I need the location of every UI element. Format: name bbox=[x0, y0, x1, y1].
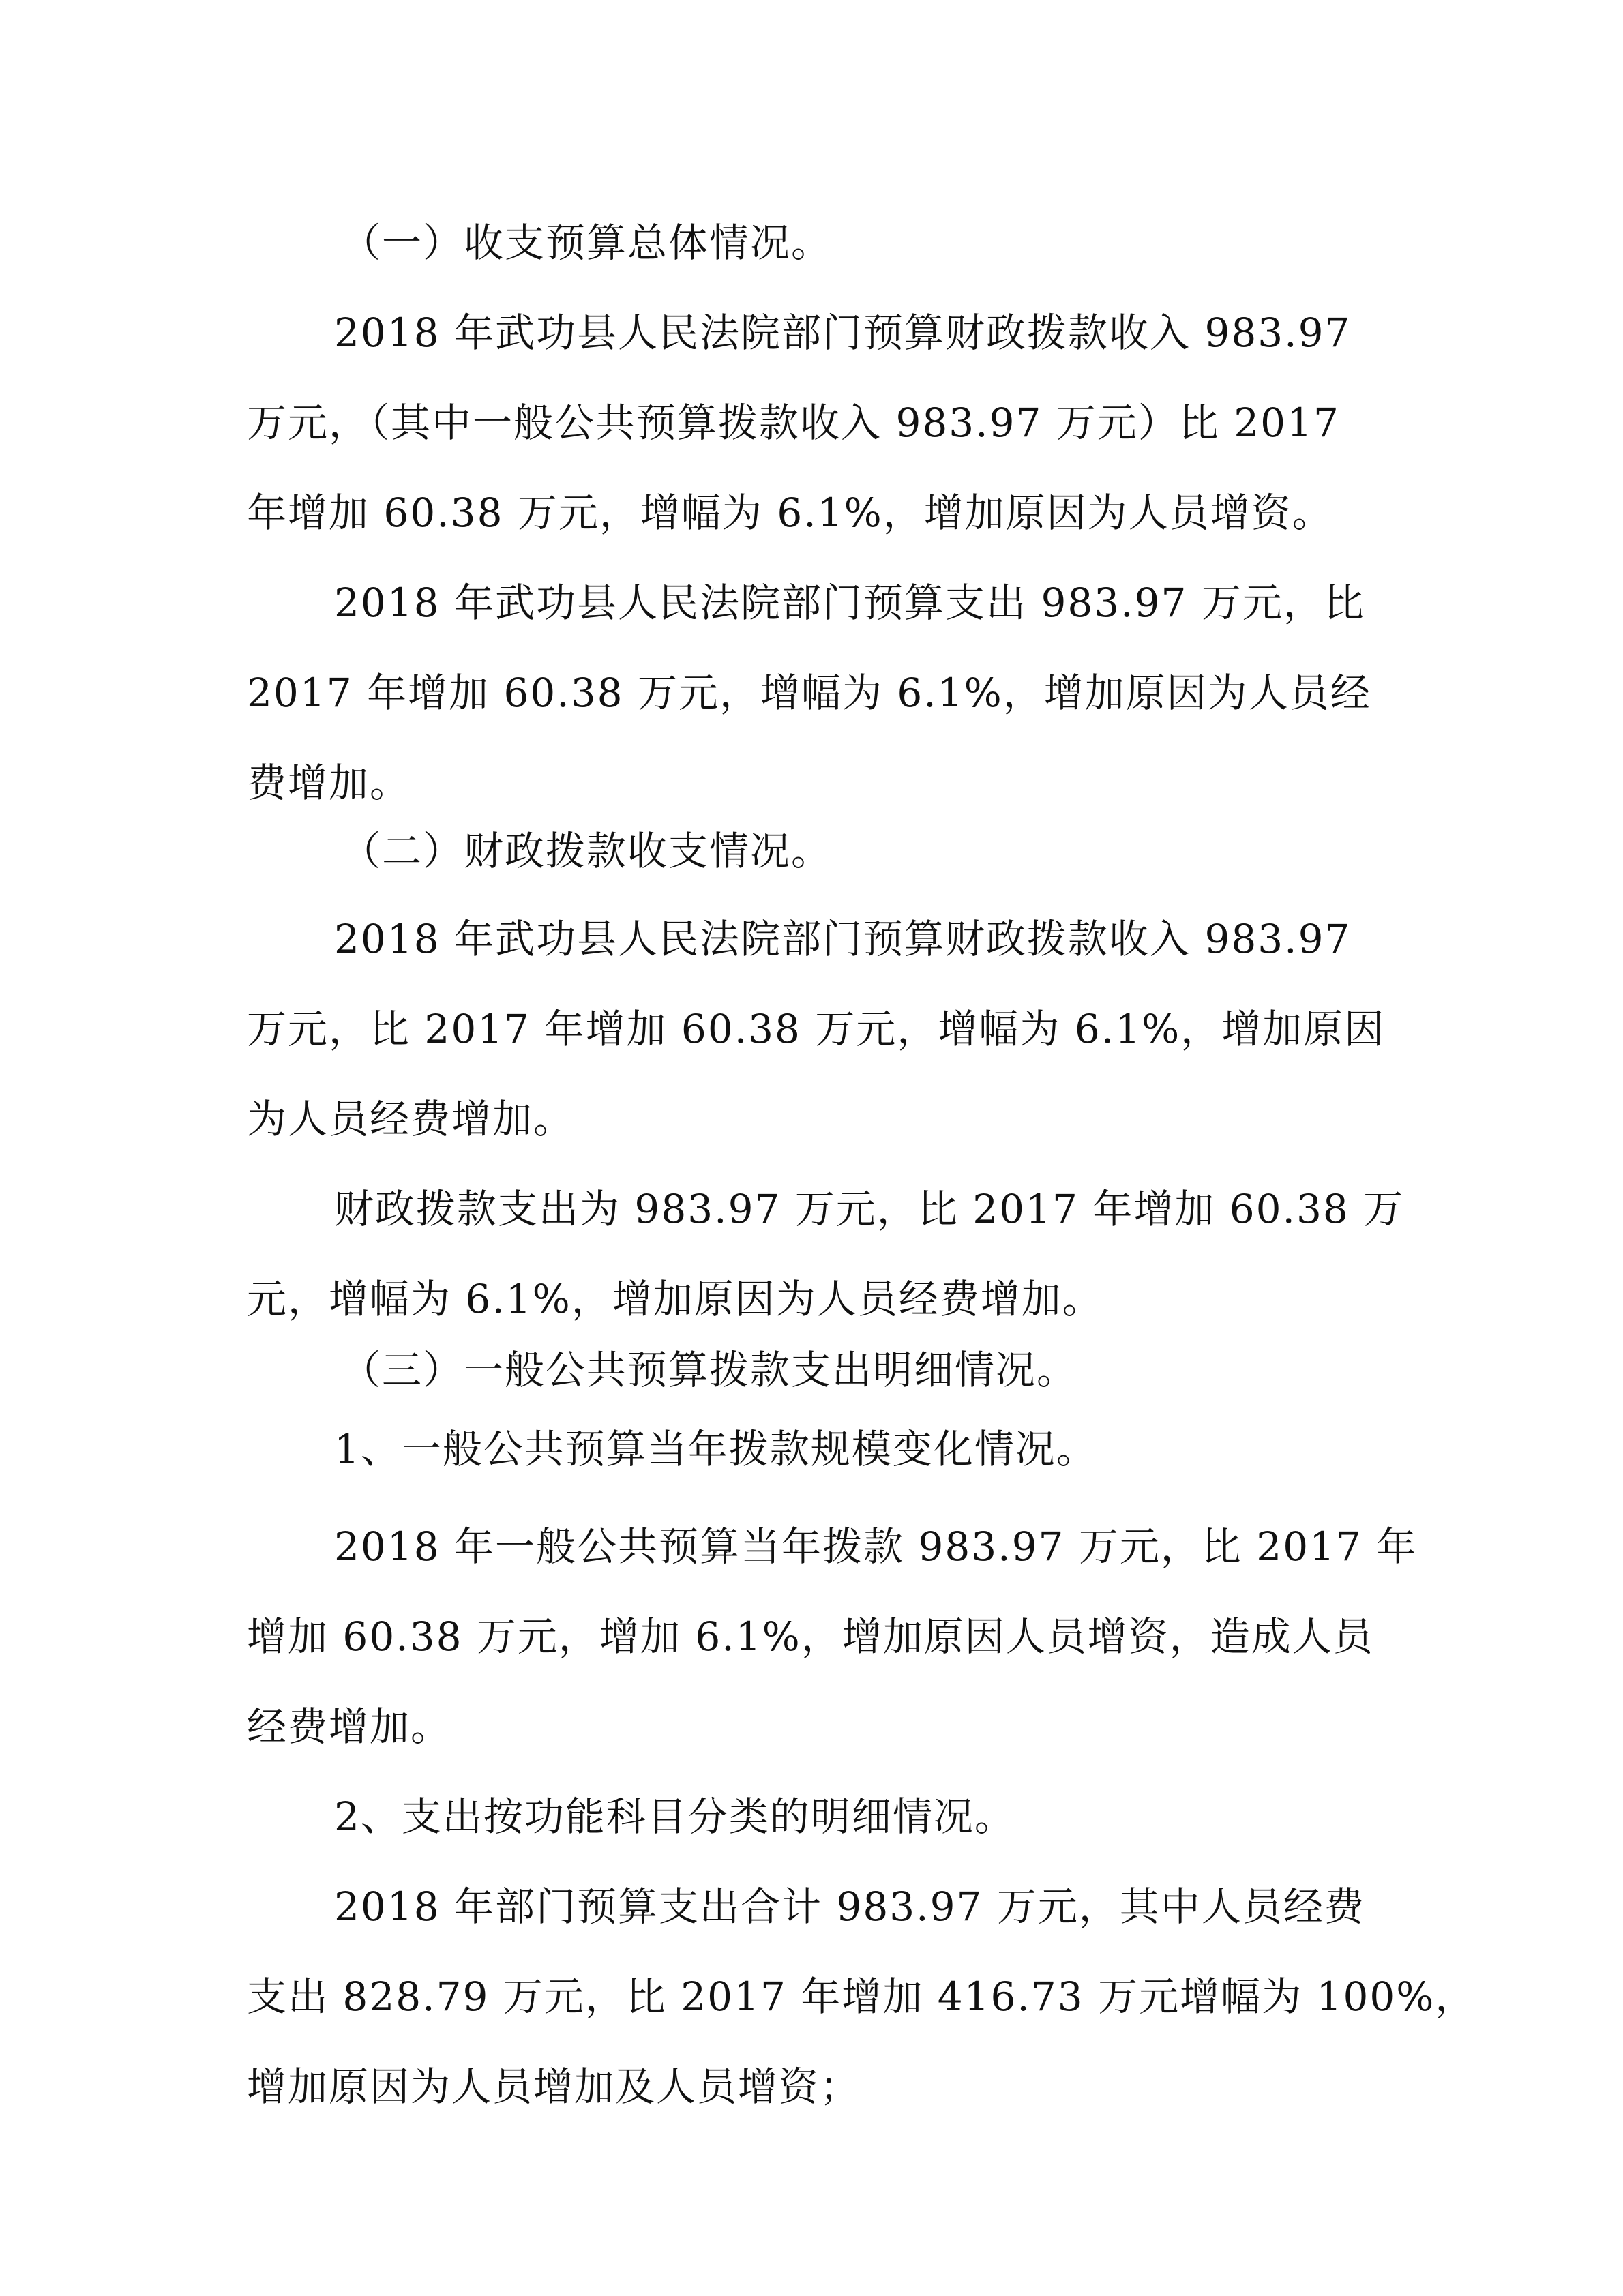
paragraph-line: 为人员经费增加。 bbox=[247, 1096, 575, 1142]
paragraph-line: 2017 年增加 60.38 万元，增幅为 6.1%，增加原因为人员经 bbox=[247, 670, 1371, 716]
section-heading-3: （三）一般公共预算拨款支出明细情况。 bbox=[341, 1347, 1078, 1393]
paragraph-line: 万元，比 2017 年增加 60.38 万元，增幅为 6.1%，增加原因 bbox=[247, 1006, 1386, 1052]
paragraph-line: 支出 828.79 万元，比 2017 年增加 416.73 万元增幅为 100%， bbox=[247, 1973, 1476, 2020]
paragraph-line: 费增加。 bbox=[247, 760, 411, 806]
paragraph-line: 增加 60.38 万元，增加 6.1%，增加原因人员增资，造成人员 bbox=[247, 1613, 1374, 1660]
paragraph-line: 经费增加。 bbox=[247, 1703, 452, 1750]
paragraph-line: 2018 年武功县人民法院部门预算财政拨款收入 983.97 bbox=[334, 310, 1352, 356]
paragraph-line: 万元，（其中一般公共预算拨款收入 983.97 万元）比 2017 bbox=[247, 400, 1340, 446]
paragraph-line: 2018 年部门预算支出合计 983.97 万元，其中人员经费 bbox=[334, 1883, 1365, 1930]
paragraph-line: 元，增幅为 6.1%，增加原因为人员经费增加。 bbox=[247, 1276, 1103, 1322]
paragraph-line: 2018 年武功县人民法院部门预算财政拨款收入 983.97 bbox=[334, 916, 1352, 962]
paragraph-line: 增加原因为人员增加及人员增资； bbox=[247, 2063, 861, 2110]
section-heading-1: （一）收支预算总体情况。 bbox=[341, 220, 833, 266]
subsection-heading-2: 2、支出按功能科目分类的明细情况。 bbox=[334, 1793, 1015, 1840]
subsection-heading-1: 1、一般公共预算当年拨款规模变化情况。 bbox=[334, 1426, 1097, 1472]
section-heading-2: （二）财政拨款收支情况。 bbox=[341, 828, 833, 874]
paragraph-line: 年增加 60.38 万元，增幅为 6.1%，增加原因为人员增资。 bbox=[247, 490, 1333, 536]
paragraph-line: 财政拨款支出为 983.97 万元，比 2017 年增加 60.38 万 bbox=[334, 1186, 1405, 1232]
paragraph-line: 2018 年一般公共预算当年拨款 983.97 万元，比 2017 年 bbox=[334, 1523, 1418, 1570]
paragraph-line: 2018 年武功县人民法院部门预算支出 983.97 万元，比 bbox=[334, 580, 1365, 626]
